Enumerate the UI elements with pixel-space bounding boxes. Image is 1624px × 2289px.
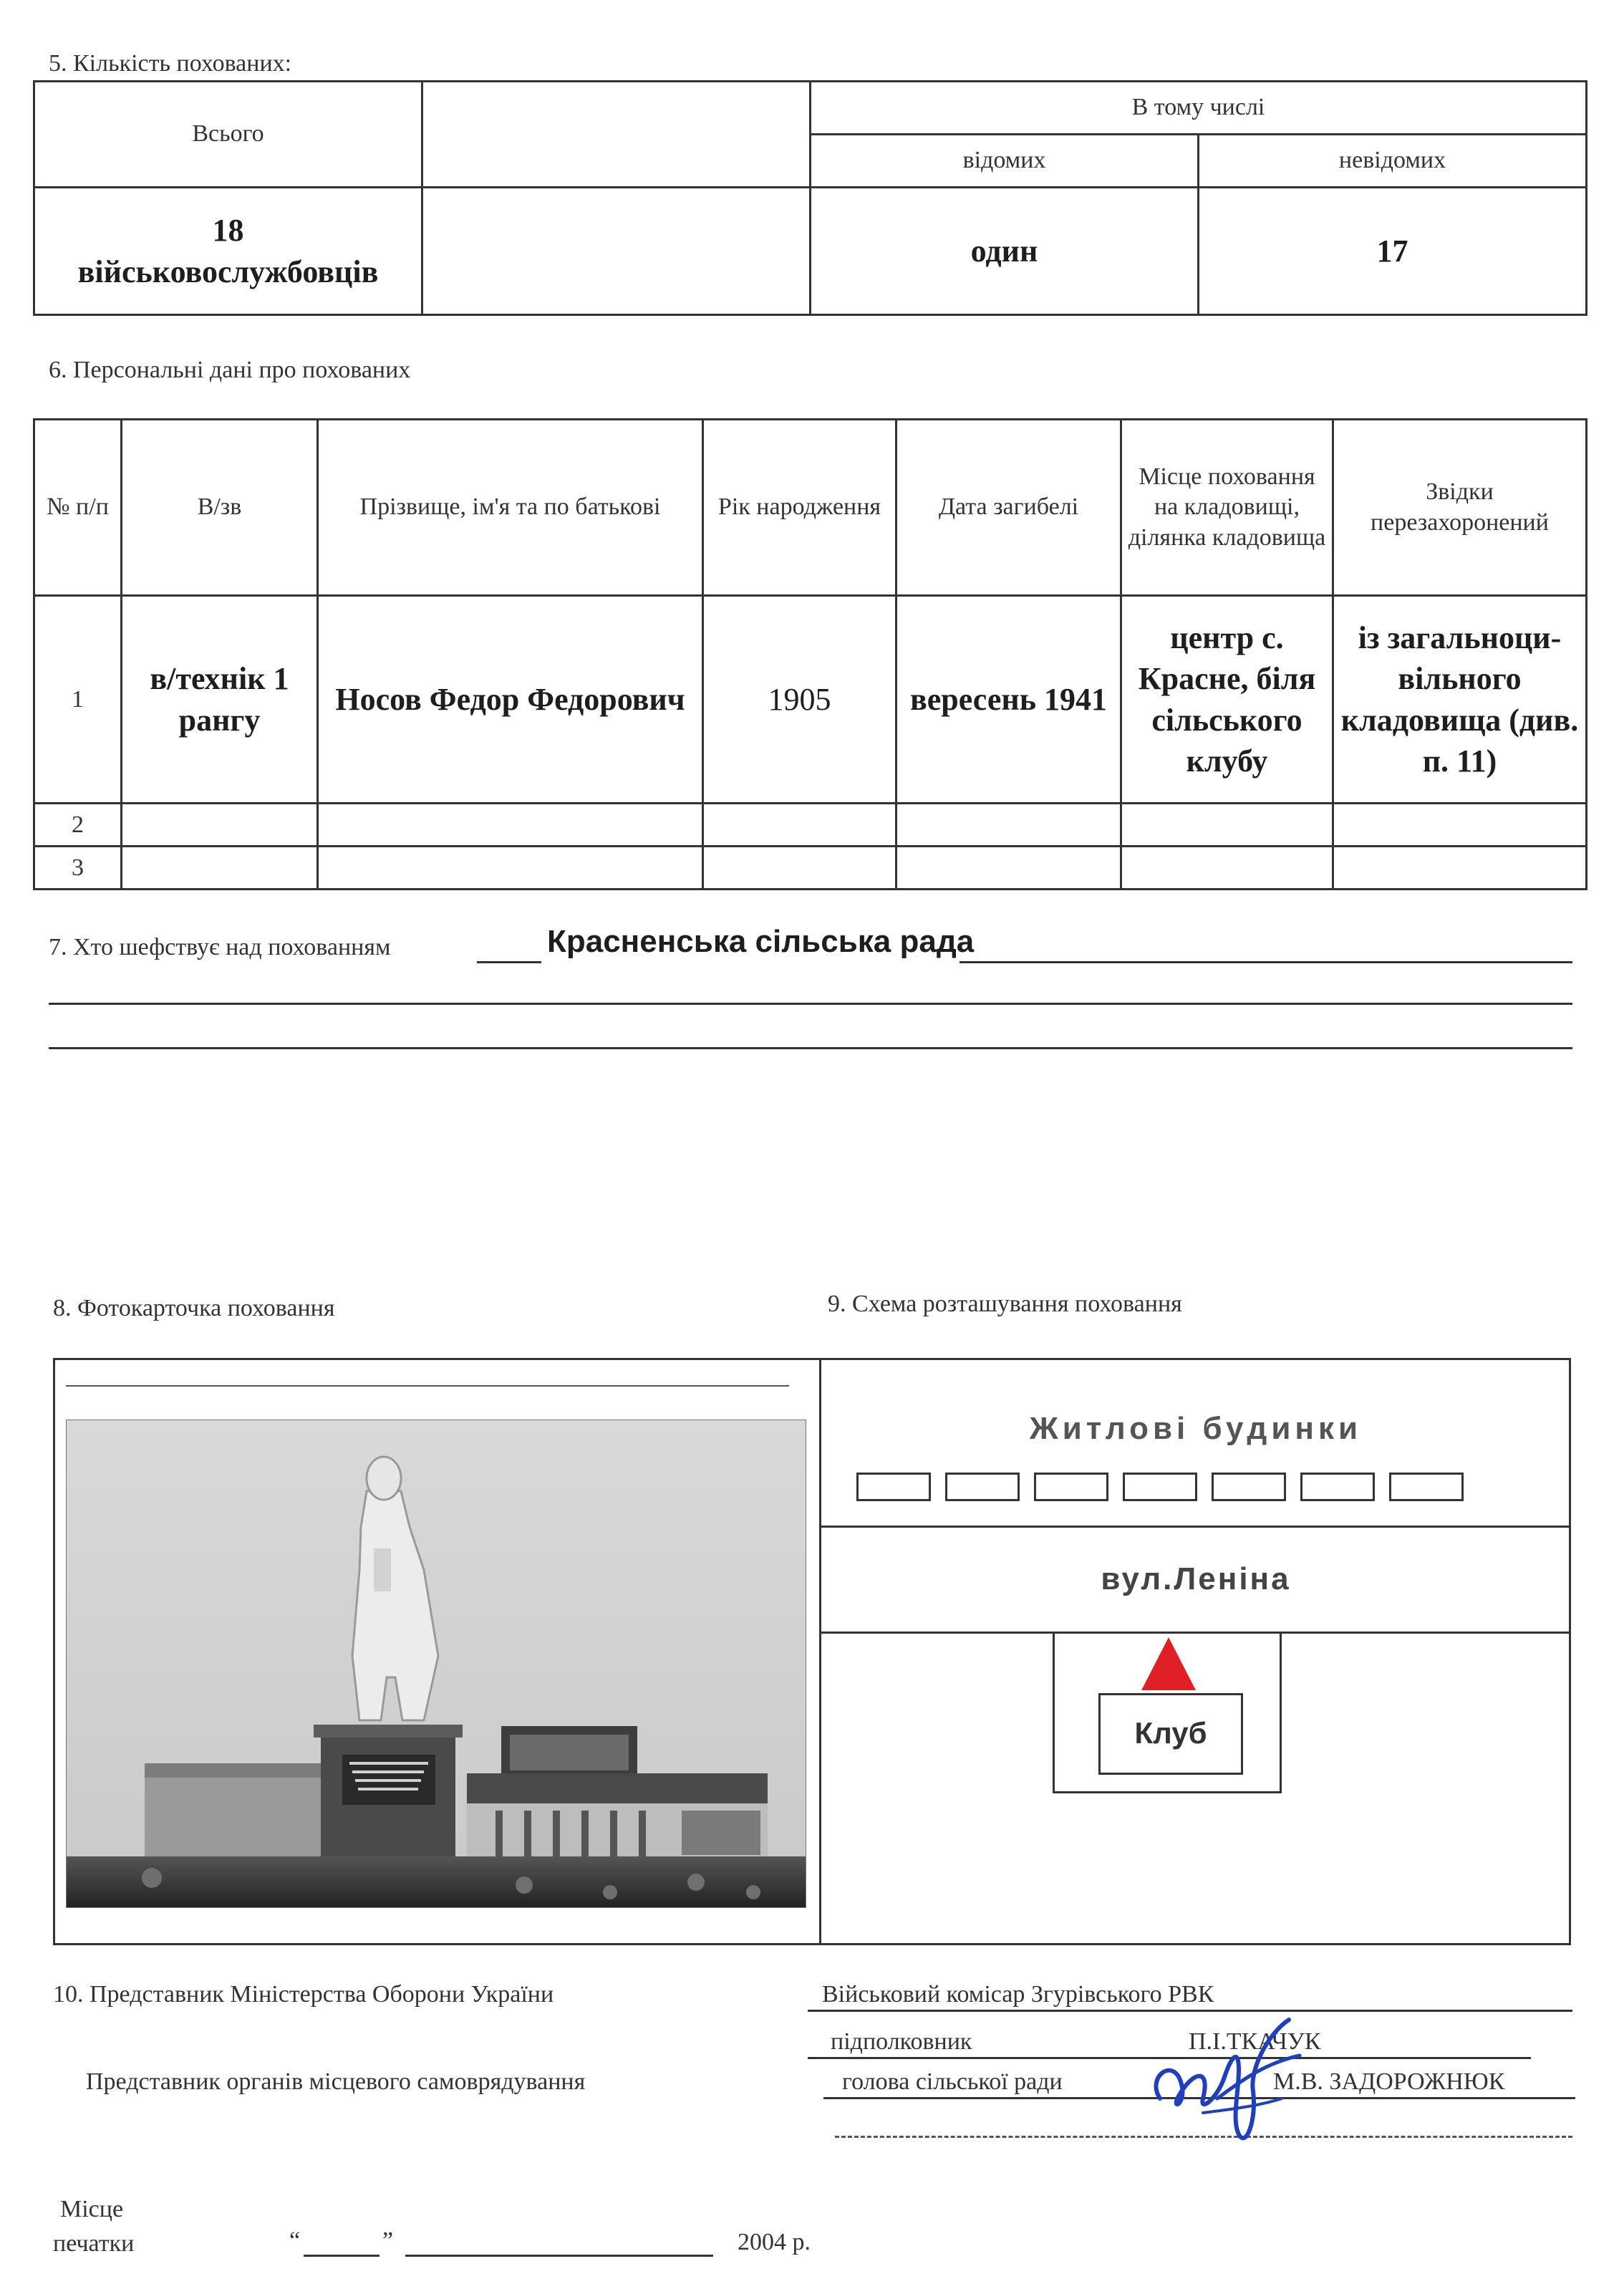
row1-num: 1	[34, 596, 122, 804]
unknown-value: 17	[1199, 188, 1587, 315]
header-death-date: Дата загибелі	[896, 420, 1121, 596]
day-underline	[304, 2255, 380, 2257]
section5-title: 5. Кількість похованих:	[49, 50, 292, 77]
house-block	[856, 1473, 931, 1501]
month-underline	[405, 2255, 713, 2257]
header-name: Прізвище, ім'я та по батькові	[318, 420, 703, 596]
blank-cell	[422, 188, 811, 315]
header-total: Всього	[34, 82, 422, 188]
house-block	[1123, 1473, 1197, 1501]
stamp-place-line1: Місце	[60, 2196, 124, 2222]
table-row	[34, 847, 1587, 890]
header-reburied-from: Звідки перезахоронений	[1333, 420, 1587, 596]
header-rank: В/зв	[122, 420, 318, 596]
burial-photo	[66, 1420, 806, 1908]
count-table	[33, 80, 1587, 316]
burial-marker-icon	[1141, 1637, 1196, 1690]
row1-burial-place: центр с. Красне, біля сільського клубу	[1121, 596, 1333, 804]
total-unit: військовослужбовців	[77, 254, 379, 289]
mod-rank: підполковник	[831, 2028, 972, 2055]
row3-num: 3	[34, 847, 122, 890]
row1-death-date: вересень 1941	[896, 596, 1121, 804]
local-name: М.В. ЗАДОРОЖНЮК	[1273, 2068, 1505, 2095]
row2-num: 2	[34, 804, 122, 847]
photo-top-edge	[66, 1385, 789, 1387]
date-quote-close: ”	[382, 2227, 394, 2254]
street-label: вул.Леніна	[1101, 1561, 1291, 1596]
personal-data-table	[33, 418, 1587, 890]
table-row	[34, 804, 1587, 847]
known-value: один	[811, 188, 1199, 315]
house-block	[1389, 1473, 1464, 1501]
street-edge-top	[821, 1526, 1571, 1528]
mod-name: П.І.ТКАЧУК	[1189, 2028, 1321, 2055]
row1-rank: в/технік 1 рангу	[122, 596, 318, 804]
stamp-place-line2: печатки	[53, 2230, 135, 2257]
row1-name: Носов Федор Федорович	[318, 596, 703, 804]
underline	[49, 1047, 1572, 1049]
underline	[49, 1003, 1572, 1005]
houses-label: Житлові будинки	[1029, 1411, 1363, 1446]
section7-label: 7. Хто шефствує над похованням	[49, 934, 391, 960]
house-block	[945, 1473, 1020, 1501]
header-birth-year: Рік народження	[703, 420, 896, 596]
underline	[960, 961, 1572, 963]
house-block	[1300, 1473, 1375, 1501]
table-row	[34, 596, 1587, 804]
club-label: Клуб	[1134, 1716, 1207, 1750]
header-including: В тому числі	[811, 82, 1587, 135]
total-count: 18	[212, 213, 244, 249]
section9-title: 9. Схема розташування поховання	[828, 1291, 1182, 1317]
row1-reburied-from: із загальноци-вільного кладовища (див. п. 11)	[1333, 596, 1587, 804]
header-blank	[422, 82, 811, 188]
house-block	[1212, 1473, 1286, 1501]
header-unknown: невідомих	[1199, 135, 1587, 188]
row1-birth-year: 1905	[703, 596, 896, 804]
date-quote-open: “	[289, 2227, 301, 2254]
patron-value: Красненська сільська рада	[547, 924, 975, 959]
local-representative-label: Представник органів місцевого самоврядування	[86, 2068, 586, 2095]
section6-title: 6. Персональні дані про похованих	[49, 357, 411, 383]
signature	[1131, 1991, 1318, 2156]
date-year: 2004 р.	[738, 2229, 811, 2255]
header-known: відомих	[811, 135, 1199, 188]
mod-position: Військовий комісар Згурівського РВК	[822, 1981, 1214, 2008]
section8-title: 8. Фотокарточка поховання	[53, 1295, 335, 1321]
total-cell	[34, 188, 422, 315]
underline	[477, 961, 541, 963]
house-block	[1034, 1473, 1108, 1501]
header-num: № п/п	[34, 420, 122, 596]
header-burial-place: Місце поховання на кладовищі, ділянка кладовища	[1121, 420, 1333, 596]
local-position: голова сільської ради	[842, 2068, 1063, 2095]
mod-representative-label: 10. Представник Міністерства Оборони України	[53, 1981, 554, 2008]
